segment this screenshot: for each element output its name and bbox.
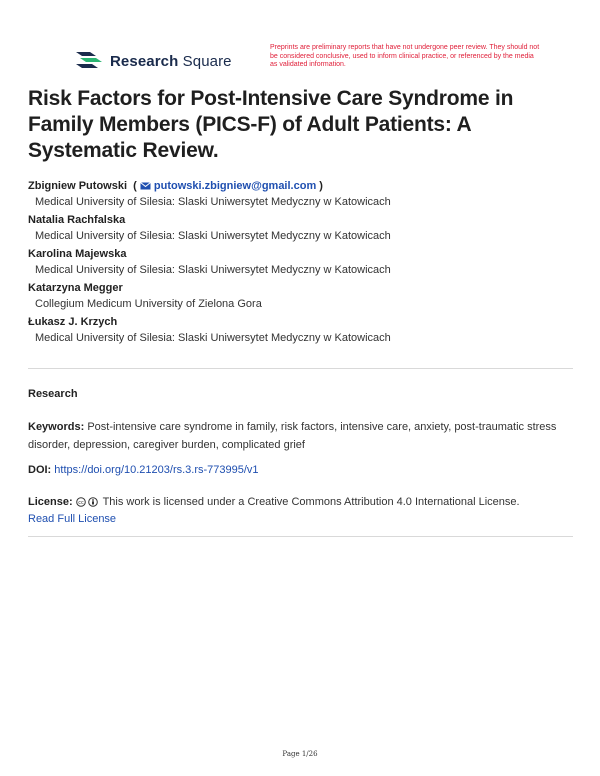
brand-name [110, 53, 232, 70]
envelope-icon [140, 182, 151, 190]
author-entry [28, 314, 568, 347]
page-number: Page 1/26 [282, 750, 318, 758]
license [28, 494, 573, 528]
author-name: Karolina Majewska [28, 248, 127, 260]
cc-icons [76, 497, 98, 507]
article-type: Research [28, 388, 78, 400]
header [74, 44, 544, 80]
doi-label: DOI: [28, 464, 52, 476]
paper-title: Risk Factors for Post-Intensive Care Syndrome in Family Members (PICS-F) of Adult Patients: A Systematic Review. [28, 87, 514, 162]
author-affiliation: Medical University of Silesia: Slaski Uniwersytet Medyczny w Katowicach [35, 332, 391, 344]
read-full-license-link[interactable]: Read Full License [28, 513, 117, 525]
author-name: Łukasz J. Krzych [28, 316, 118, 328]
author-entry [28, 246, 568, 279]
creative-commons-icon [76, 497, 86, 507]
author-list [28, 178, 568, 348]
research-square-logo-icon [74, 48, 104, 74]
doi [28, 464, 568, 476]
author-entry: Zbigniew Putowski ( putowski.zbigniew@gmail.com ) Medical University of Silesia: Slaski Uniwersytet Medyczny w Katowicach [28, 178, 568, 211]
license-label: License: [28, 496, 73, 508]
divider [28, 536, 573, 537]
keywords-label: Keywords: [28, 421, 85, 433]
svg-text:cc: cc [77, 500, 84, 506]
author-email-link[interactable]: putowski.zbigniew@gmail.com [153, 180, 317, 192]
attribution-icon [88, 497, 98, 507]
brand-secondary: Square [182, 52, 232, 70]
author-name: Natalia Rachfalska [28, 214, 126, 226]
preprint-notice: Preprints are preliminary reports that have not undergone peer review. They should not be considered conclusive, used to inform clinical practice, or referenced by the media as validated information. [270, 44, 540, 68]
author-name: Zbigniew Putowski [28, 180, 128, 192]
doi-link[interactable]: https://doi.org/10.21203/rs.3.rs-773995/v1 [54, 464, 259, 476]
research-square-logo[interactable] [74, 48, 232, 74]
author-affiliation: Medical University of Silesia: Slaski Uniwersytet Medyczny w Katowicach [35, 230, 391, 242]
author-name: Katarzyna Megger [28, 282, 123, 294]
keywords-text: Post-intensive care syndrome in family, risk factors, intensive care, anxiety, post-traumatic stress disorder, depression, caregiver burden, complicated grief [28, 421, 557, 451]
keywords [28, 418, 568, 454]
author-affiliation: Medical University of Silesia: Slaski Uniwersytet Medyczny w Katowicach [35, 196, 391, 208]
divider [28, 368, 573, 369]
license-text: This work is licensed under a Creative Commons Attribution 4.0 International License. [102, 496, 520, 508]
author-entry [28, 280, 568, 313]
author-affiliation: Collegium Medicum University of Zielona Gora [35, 298, 262, 310]
brand-primary: Research [110, 52, 179, 70]
author-affiliation: Medical University of Silesia: Slaski Uniwersytet Medyczny w Katowicach [35, 264, 391, 276]
author-entry [28, 212, 568, 245]
